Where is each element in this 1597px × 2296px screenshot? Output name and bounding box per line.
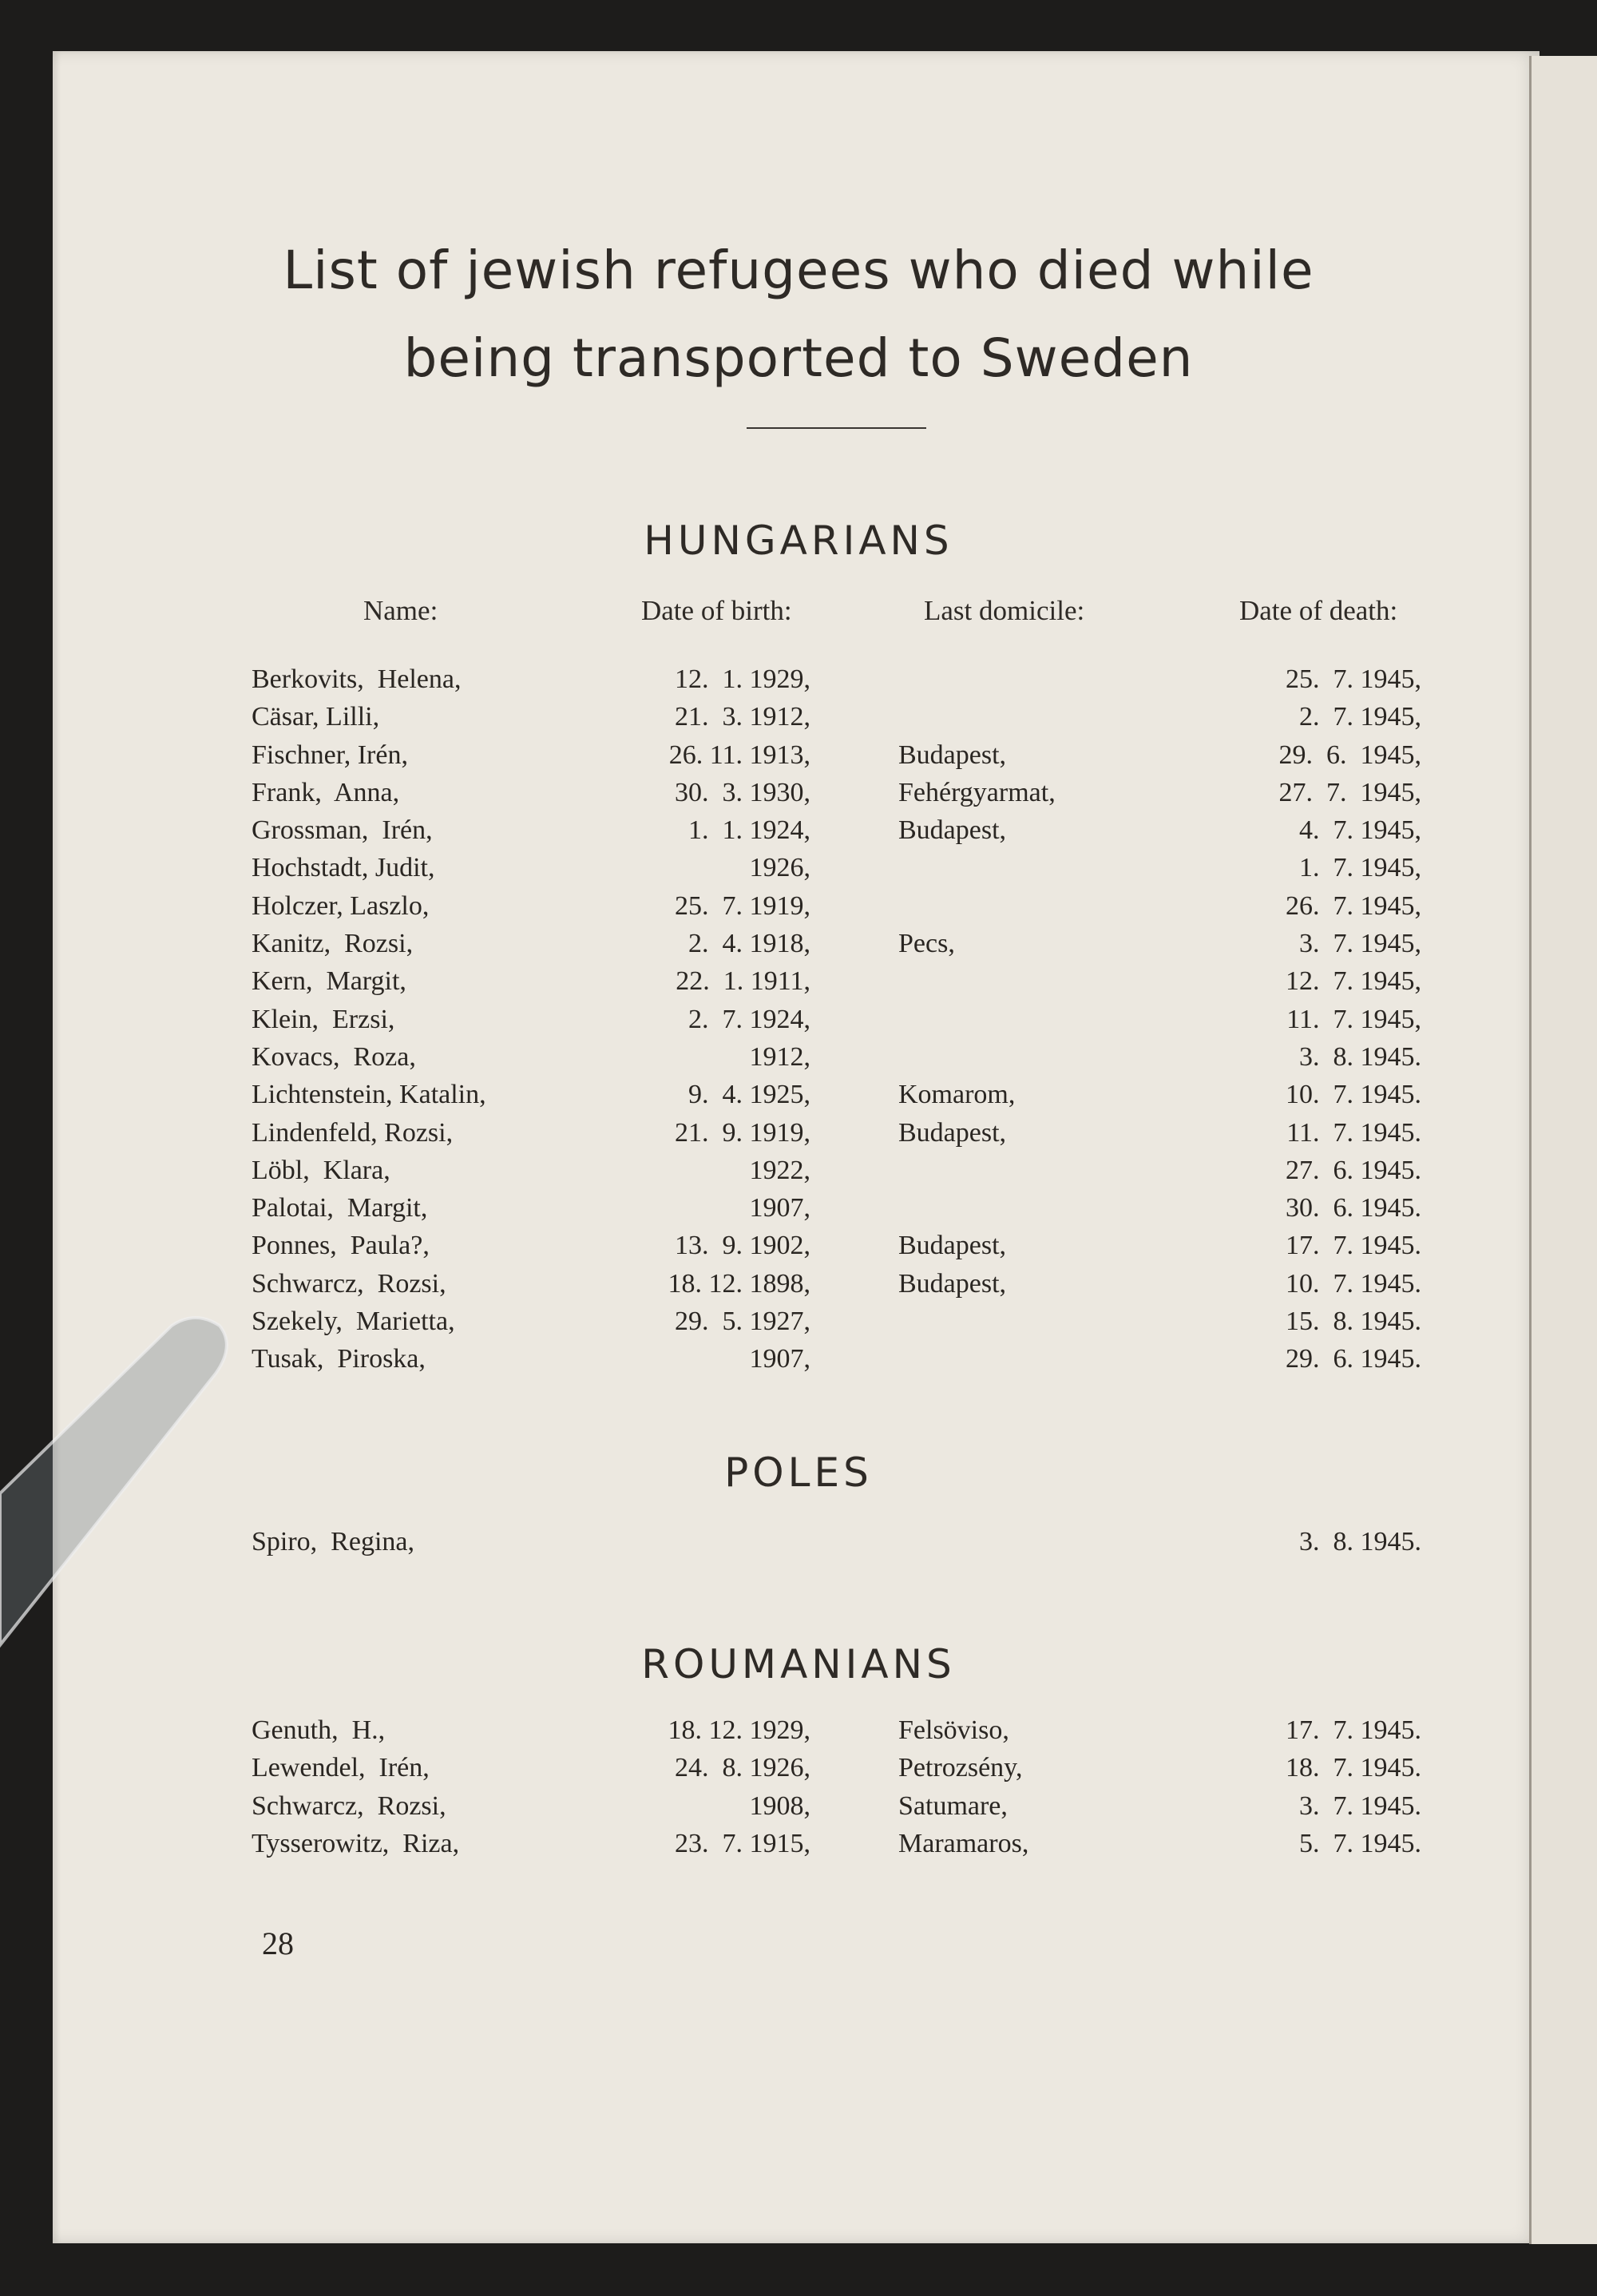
cell-domicile: Satumare, — [898, 1790, 1008, 1821]
cell-death-date: 11. 7. 1945, — [1286, 1004, 1421, 1034]
cell-name: Tysserowitz, Riza, — [252, 1828, 460, 1858]
table-row — [0, 1080, 1597, 1117]
cell-name: Frank, Anna, — [252, 777, 400, 807]
cell-name: Szekely, Marietta, — [252, 1307, 455, 1337]
table-row — [0, 1156, 1597, 1193]
table-row — [0, 1829, 1597, 1866]
cell-death-date: 11. 7. 1945. — [1286, 1117, 1421, 1148]
table-row — [0, 702, 1597, 740]
table-row — [0, 815, 1597, 853]
cell-name: Löbl, Klara, — [252, 1155, 390, 1185]
cell-birth-date: 22. 1. 1911, — [676, 966, 810, 997]
cell-name: Berkovits, Helena, — [252, 664, 462, 694]
cell-name: Schwarcz, Rozsi, — [252, 1268, 446, 1299]
cell-birth-date: 1907, — [749, 1193, 810, 1223]
table-row — [0, 1005, 1597, 1042]
cell-name: Lichtenstein, Katalin, — [252, 1080, 486, 1110]
table-row — [0, 740, 1597, 778]
table-roumanians — [0, 1715, 1597, 1866]
title-divider — [747, 427, 926, 429]
cell-birth-date: 1907, — [749, 1344, 810, 1374]
table-row — [0, 929, 1597, 966]
table-row — [0, 1231, 1597, 1268]
cell-name: Hochstadt, Judit, — [252, 853, 435, 883]
table-poles — [0, 1527, 1597, 1564]
page-title-line1: List of jewish refugees who died while — [283, 240, 1314, 301]
cell-domicile: Pecs, — [898, 929, 955, 959]
cell-birth-date: 30. 3. 1930, — [675, 777, 810, 807]
cell-domicile: Budapest, — [898, 815, 1007, 846]
table-row — [0, 1753, 1597, 1790]
table-row — [0, 966, 1597, 1004]
cell-name: Spiro, Regina, — [252, 1527, 414, 1556]
glass-weight-object — [0, 1310, 240, 1693]
cell-domicile: Budapest, — [898, 740, 1007, 770]
cell-death-date: 29. 6. 1945. — [1286, 1344, 1421, 1374]
table-row — [0, 1193, 1597, 1231]
cell-death-date: 15. 8. 1945. — [1286, 1307, 1421, 1337]
cell-name: Genuth, H., — [252, 1715, 386, 1745]
section-heading-hungarians: HUNGARIANS — [644, 517, 953, 564]
cell-birth-date: 23. 7. 1915, — [675, 1828, 810, 1858]
cell-name: Grossman, Irén, — [252, 815, 433, 846]
page-number: 28 — [262, 1925, 294, 1961]
cell-domicile: Budapest, — [898, 1231, 1007, 1261]
column-header-birth: Date of birth: — [641, 595, 792, 626]
page-title-line2: being transported to Sweden — [403, 327, 1194, 389]
cell-death-date: 26. 7. 1945, — [1286, 890, 1421, 921]
cell-domicile: Felsöviso, — [898, 1715, 1009, 1745]
table-row — [0, 1791, 1597, 1829]
cell-death-date: 18. 7. 1945. — [1286, 1753, 1421, 1783]
table-row — [0, 778, 1597, 815]
cell-death-date: 5. 7. 1945. — [1299, 1828, 1421, 1858]
cell-name: Kovacs, Roza, — [252, 1041, 416, 1072]
cell-birth-date: 1922, — [749, 1155, 810, 1185]
cell-name: Schwarcz, Rozsi, — [252, 1790, 446, 1821]
column-header-domicile: Last domicile: — [924, 595, 1085, 626]
cell-death-date: 25. 7. 1945, — [1286, 664, 1421, 694]
cell-death-date: 1. 7. 1945, — [1299, 853, 1421, 883]
column-header-name: Name: — [363, 595, 438, 626]
cell-death-date: 10. 7. 1945. — [1286, 1268, 1421, 1299]
cell-death-date: 3. 7. 1945. — [1299, 1790, 1421, 1821]
cell-birth-date: 18. 12. 1929, — [668, 1715, 810, 1745]
cell-name: Kanitz, Rozsi, — [252, 929, 414, 959]
table-row — [0, 1527, 1597, 1564]
cell-birth-date: 13. 9. 1902, — [675, 1231, 810, 1261]
table-row — [0, 853, 1597, 890]
cell-death-date: 30. 6. 1945. — [1286, 1193, 1421, 1223]
cell-birth-date: 2. 7. 1924, — [688, 1004, 810, 1034]
cell-domicile: Budapest, — [898, 1268, 1007, 1299]
table-row — [0, 1344, 1597, 1382]
cell-domicile: Budapest, — [898, 1117, 1007, 1148]
cell-birth-date: 21. 3. 1912, — [675, 702, 810, 732]
cell-name: Holczer, Laszlo, — [252, 890, 430, 921]
cell-birth-date: 12. 1. 1929, — [675, 664, 810, 694]
cell-domicile: Petrozsény, — [898, 1753, 1023, 1783]
cell-domicile: Komarom, — [898, 1080, 1016, 1110]
cell-name: Lewendel, Irén, — [252, 1753, 430, 1783]
column-header-death: Date of death: — [1239, 595, 1398, 626]
cell-birth-date: 26. 11. 1913, — [668, 740, 810, 770]
cell-birth-date: 1912, — [749, 1041, 810, 1072]
cell-birth-date: 1. 1. 1924, — [688, 815, 810, 846]
table-row — [0, 1042, 1597, 1080]
cell-name: Klein, Erzsi, — [252, 1004, 395, 1034]
cell-name: Kern, Margit, — [252, 966, 406, 997]
cell-birth-date: 24. 8. 1926, — [675, 1753, 810, 1783]
cell-death-date: 2. 7. 1945, — [1299, 702, 1421, 732]
cell-death-date: 3. 8. 1945. — [1299, 1527, 1421, 1556]
cell-birth-date: 2. 4. 1918, — [688, 929, 810, 959]
cell-death-date: 12. 7. 1945, — [1286, 966, 1421, 997]
cell-birth-date: 18. 12. 1898, — [668, 1268, 810, 1299]
cell-death-date: 17. 7. 1945. — [1286, 1715, 1421, 1745]
table-row — [0, 664, 1597, 702]
cell-birth-date: 1908, — [749, 1790, 810, 1821]
cell-death-date: 4. 7. 1945, — [1299, 815, 1421, 846]
cell-name: Lindenfeld, Rozsi, — [252, 1117, 454, 1148]
cell-birth-date: 1926, — [749, 853, 810, 883]
cell-death-date: 29. 6. 1945, — [1278, 740, 1421, 770]
cell-name: Cäsar, Lilli, — [252, 702, 380, 732]
cell-name: Palotai, Margit, — [252, 1193, 428, 1223]
cell-birth-date: 9. 4. 1925, — [688, 1080, 810, 1110]
cell-birth-date: 29. 5. 1927, — [675, 1307, 810, 1337]
cell-birth-date: 21. 9. 1919, — [675, 1117, 810, 1148]
cell-death-date: 27. 7. 1945, — [1278, 777, 1421, 807]
table-hungarians — [0, 664, 1597, 1382]
table-row — [0, 1715, 1597, 1753]
section-heading-poles: POLES — [724, 1449, 873, 1496]
cell-death-date: 3. 7. 1945, — [1299, 929, 1421, 959]
cell-name: Tusak, Piroska, — [252, 1344, 426, 1374]
table-row — [0, 891, 1597, 929]
cell-domicile: Fehérgyarmat, — [898, 777, 1056, 807]
cell-death-date: 10. 7. 1945. — [1286, 1080, 1421, 1110]
table-row — [0, 1307, 1597, 1344]
cell-name: Fischner, Irén, — [252, 740, 408, 770]
table-row — [0, 1269, 1597, 1307]
cell-death-date: 3. 8. 1945. — [1299, 1041, 1421, 1072]
table-row — [0, 1118, 1597, 1156]
section-heading-roumanians: ROUMANIANS — [641, 1641, 956, 1687]
cell-name: Ponnes, Paula?, — [252, 1231, 430, 1261]
cell-death-date: 17. 7. 1945. — [1286, 1231, 1421, 1261]
cell-death-date: 27. 6. 1945. — [1286, 1155, 1421, 1185]
cell-domicile: Maramaros, — [898, 1828, 1029, 1858]
cell-birth-date: 25. 7. 1919, — [675, 890, 810, 921]
